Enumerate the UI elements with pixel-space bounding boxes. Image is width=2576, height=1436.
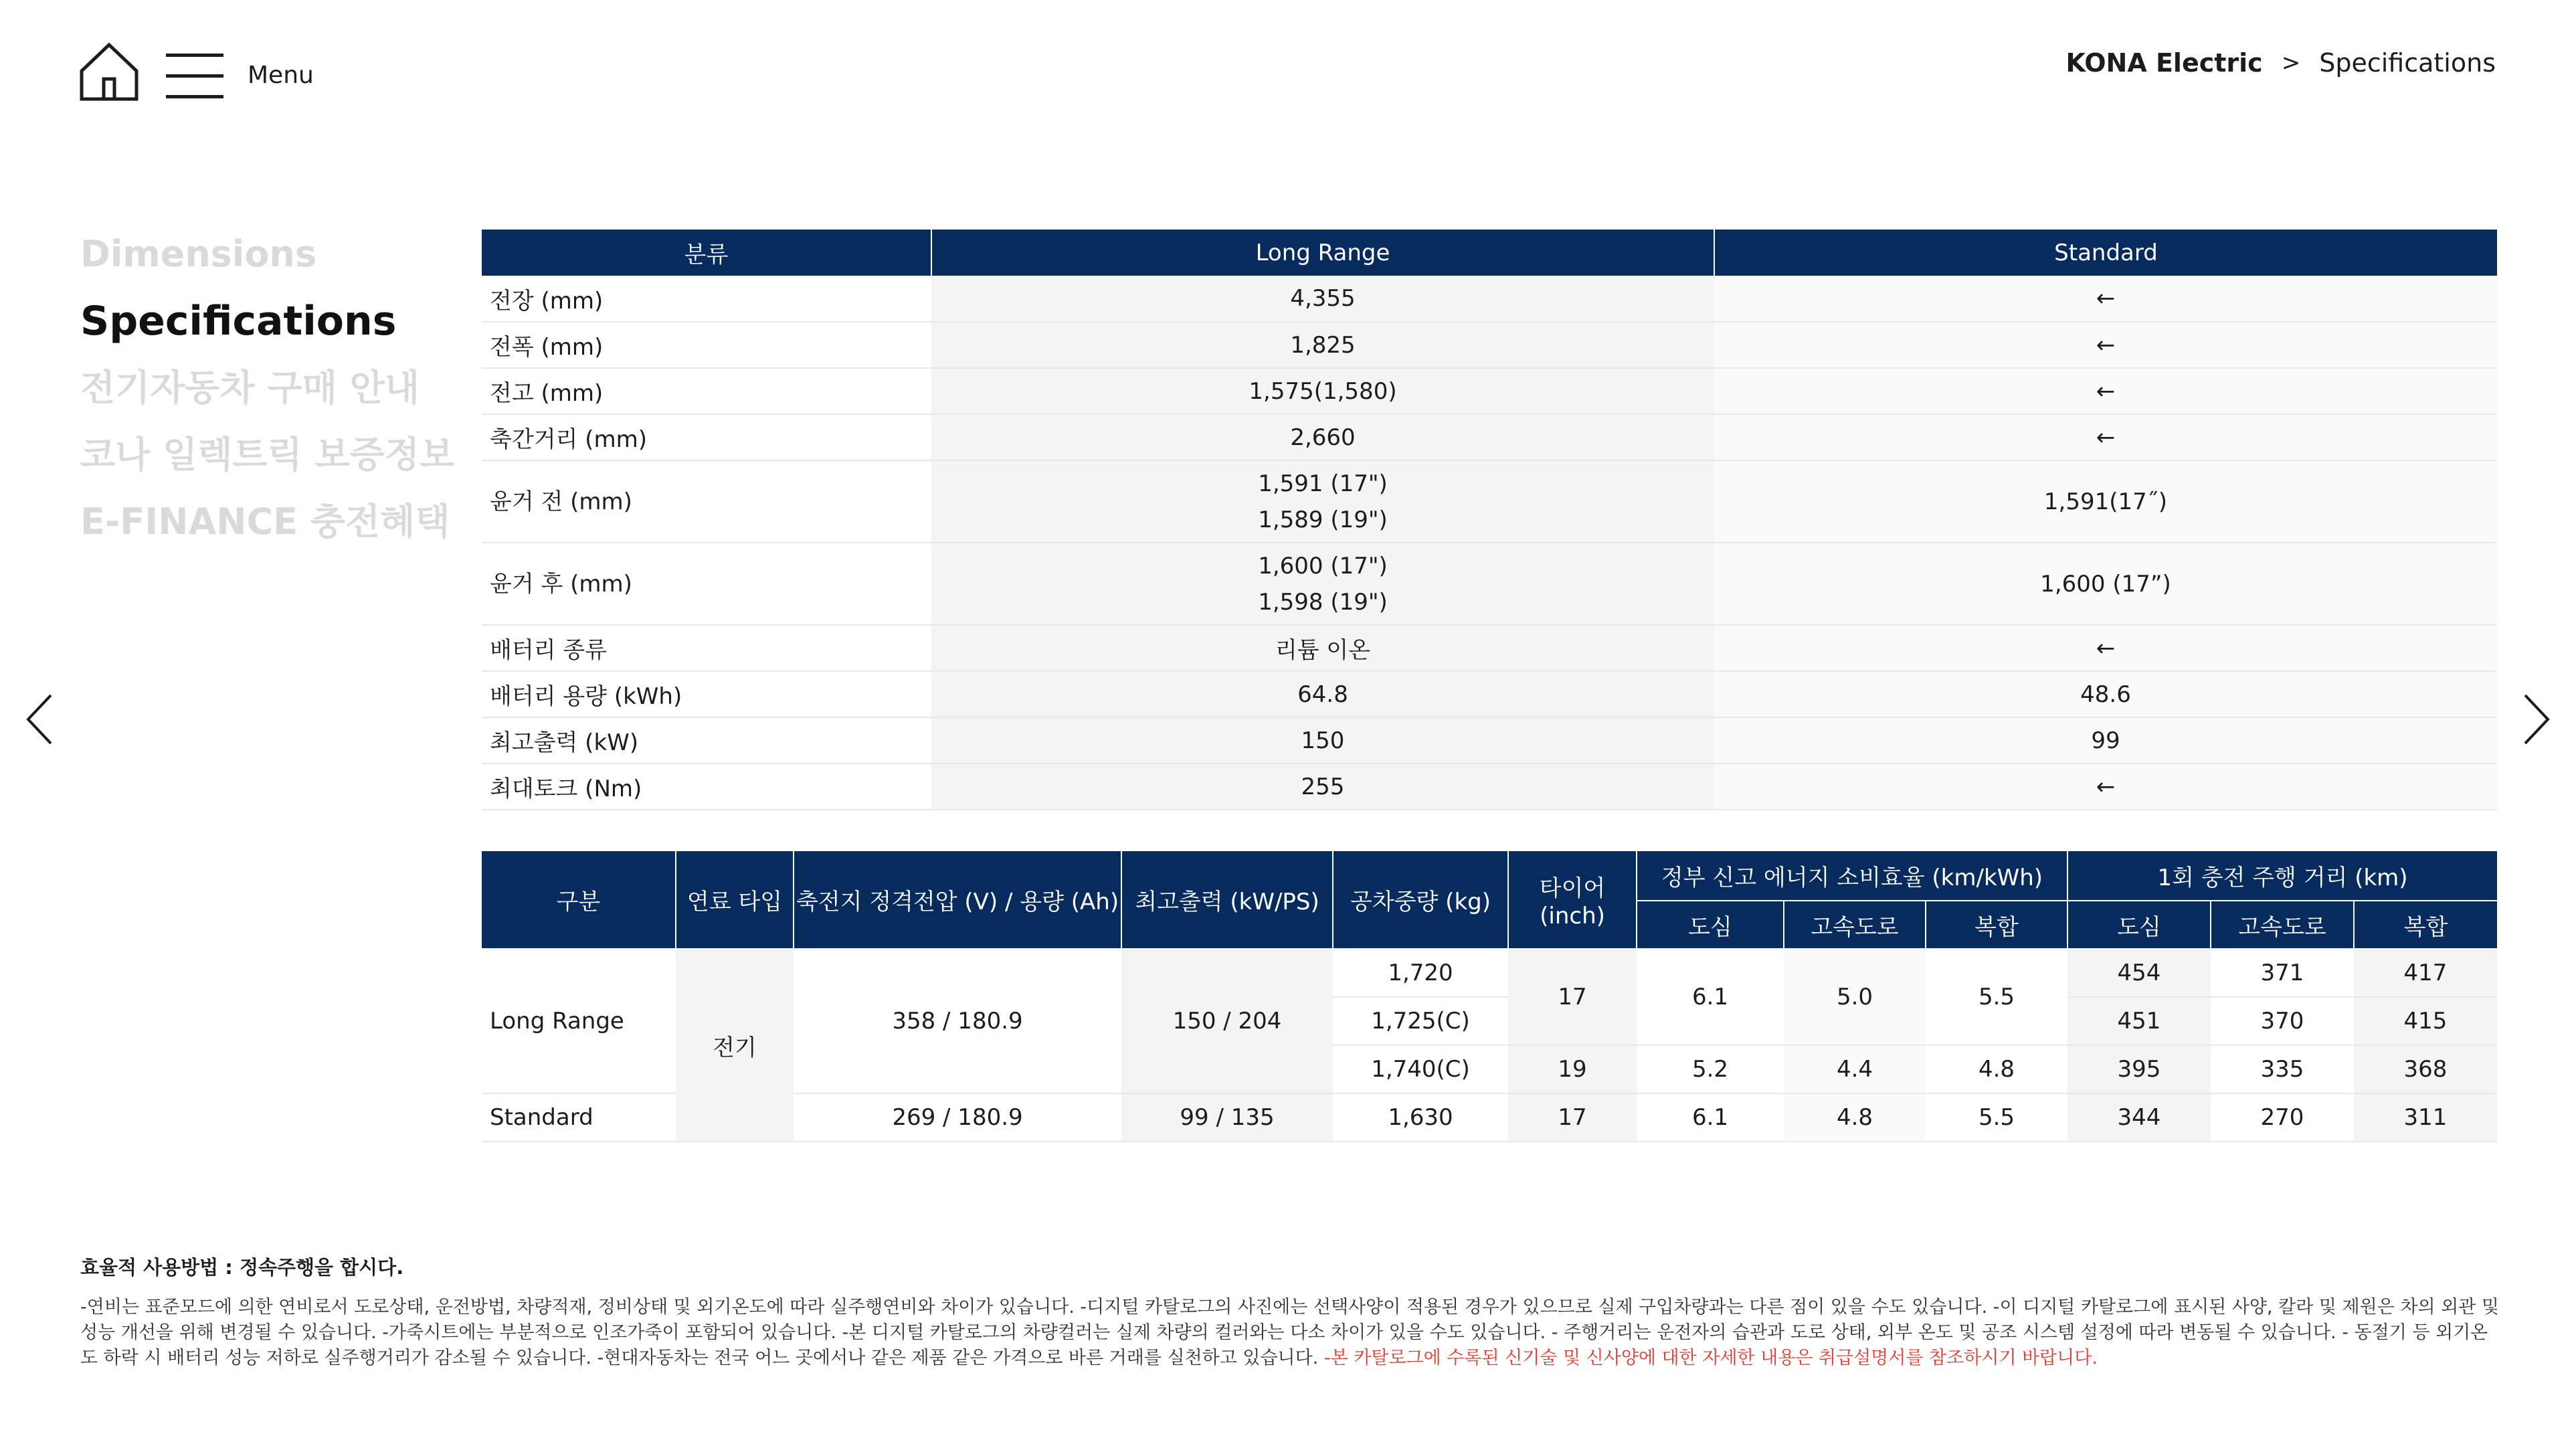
breadcrumb-model[interactable]: KONA Electric [2065,48,2263,78]
table-row [482,717,2497,764]
eff-highway-value: 5.0 [1784,949,1926,1045]
column-header-eff-highway: 고속도로 [1784,901,1926,949]
column-header-battery: 축전지 정격전압 (V) / 용량 (Ah) [794,851,1121,949]
standard-value: ← [1714,322,2497,368]
weight-value: 1,630 [1333,1093,1508,1142]
tire-value: 17 [1508,1093,1637,1142]
column-header-curb-weight: 공차중량 (kg) [1333,851,1508,949]
menu-icon-bar [166,74,223,78]
long-range-value: 1,825 [931,322,1714,368]
range-combined-value: 311 [2354,1093,2497,1142]
standard-value: 1,600 (17”) [1714,543,2497,625]
eff-city-value: 6.1 [1637,949,1784,1045]
eff-combined-value: 5.5 [1926,949,2067,1045]
row-label: 최고출력 (kW) [482,717,931,764]
side-nav [80,221,455,555]
long-range-value [931,543,1714,625]
table-row [482,949,2497,997]
long-range-value: 64.8 [931,671,1714,717]
column-header-range-city: 도심 [2067,901,2211,949]
breadcrumb-current: Specifications [2319,48,2496,78]
table-row [482,276,2497,322]
long-range-value [931,460,1714,543]
footnote-text: -연비는 표준모드에 의한 연비로서 도로상태, 운전방법, 차량적재, 정비상태 및 외기온도에 따라 실주행연비와 차이가 있습니다. -디지털 카탈로그의 사진에는 선택사양이 적용된 경우가 있으므로 실제 구입차량과는 다른 점이 있을 수도 있습니다. -이 디지털 카탈로그에 표시된 사양, 칼라 및 제원은 차의 외관 및 성능 개선을 위해 변경될 수 있습니다. -가죽시트에는 부분적으로 인조가죽이 포함되어 있습니다. -본 디지털 카탈로그의 차량컬러는 실제 차량의 컬러와는 다소 차이가 있을 수도 있습니다. - 주행거리는 운전자의 습관과 도로 상태, 외부 온도 및 공조 시스템 설정에 따라 변동될 수 있습니다. - 동절기 등 외기온도 하락 시 배터리 성능 저하로 실주행거리가 감소될 수 있습니다. -현대자동차는 전국 어느 곳에서나 같은 제품 같은 가격으로 바른 거래를 실천하고 있습니다. [80,1297,2499,1368]
standard-value: ← [1714,414,2497,460]
menu-icon-bar [166,95,223,98]
row-label: 배터리 용량 (kWh) [482,671,931,717]
footnote-warning: -본 카탈로그에 수록된 신기술 및 신사양에 대한 자세한 내용은 취급설명서를 참조하시기 바랍니다. [1323,1348,2098,1368]
column-header-range-highway: 고속도로 [2211,901,2354,949]
range-combined-value: 368 [2354,1045,2497,1093]
home-button[interactable] [79,41,139,102]
long-range-value: 150 [931,717,1714,764]
column-header-standard: Standard [1714,230,2497,276]
table-row [482,368,2497,414]
home-icon [79,41,139,102]
weight-value: 1,720 [1333,949,1508,997]
row-label: 전폭 (mm) [482,322,931,368]
long-range-value: 2,660 [931,414,1714,460]
long-range-value: 4,355 [931,276,1714,322]
nav-item-specifications[interactable]: Specifications [80,298,397,345]
row-label: 최대토크 (Nm) [482,764,931,810]
column-header-category: 분류 [482,230,931,276]
tire-value: 17 [1508,949,1637,1045]
range-city-value: 451 [2067,997,2211,1045]
eff-combined-value: 5.5 [1926,1093,2067,1142]
next-page-button[interactable] [2520,693,2553,746]
row-label: 축간거리 (mm) [482,414,931,460]
weight-value: 1,725(C) [1333,997,1508,1045]
long-range-value-17: 1,591 (17") [1258,470,1388,497]
column-header-range-combined: 복합 [2354,901,2497,949]
chevron-left-icon [23,693,56,746]
table-row [482,625,2497,671]
column-header-range: 1회 충전 주행 거리 (km) [2067,851,2497,901]
footnote-body [80,1295,2502,1371]
menu-icon-bar [166,54,223,57]
eff-highway-value: 4.4 [1784,1045,1926,1093]
range-highway-value: 371 [2211,949,2354,997]
table-row [482,322,2497,368]
nav-item-dimensions[interactable]: Dimensions [80,233,317,275]
nav-item-ev-purchase-guide[interactable]: 전기자동차 구매 안내 [80,367,420,409]
power-value: 99 / 135 [1121,1093,1333,1142]
eff-city-value: 6.1 [1637,1093,1784,1142]
column-header-tire-line1: 타이어 [1539,875,1606,902]
column-header-tire [1508,851,1637,949]
range-city-value: 344 [2067,1093,2211,1142]
range-highway-value: 270 [2211,1093,2354,1142]
table-row [482,414,2497,460]
long-range-value-19: 1,589 (19") [1258,506,1388,533]
nav-item-warranty[interactable]: 코나 일렉트릭 보증정보 [80,434,455,476]
efficiency-table-header [482,851,2497,901]
column-header-eff-combined: 복합 [1926,901,2067,949]
row-label: 전고 (mm) [482,368,931,414]
column-header-max-power: 최고출력 (kW/PS) [1121,851,1333,949]
long-range-value-17: 1,600 (17") [1258,552,1388,579]
table-row [482,671,2497,717]
column-header-efficiency: 정부 신고 에너지 소비효율 (km/kWh) [1637,851,2067,901]
power-value: 150 / 204 [1121,949,1333,1093]
range-combined-value: 415 [2354,997,2497,1045]
battery-value: 269 / 180.9 [794,1093,1121,1142]
previous-page-button[interactable] [23,693,56,746]
breadcrumb [2065,48,2496,78]
fuel-type-value: 전기 [676,949,794,1142]
standard-value: 1,591(17˝) [1714,460,2497,543]
long-range-value-19: 1,598 (19") [1258,588,1388,616]
spec-table [482,230,2497,810]
footnote-title: 효율적 사용방법 : 정속주행을 합시다. [80,1256,404,1279]
long-range-value: 리튬 이온 [931,625,1714,671]
column-header-long-range: Long Range [931,230,1714,276]
battery-value: 358 / 180.9 [794,949,1121,1093]
range-city-value: 454 [2067,949,2211,997]
chevron-right-icon [2520,693,2553,746]
standard-value: 48.6 [1714,671,2497,717]
row-label: 배터리 종류 [482,625,931,671]
column-header-tire-line2: (inch) [1540,903,1605,929]
row-label-long-range: Long Range [482,949,676,1093]
eff-highway-value: 4.8 [1784,1093,1926,1142]
standard-value: ← [1714,276,2497,322]
footnote [80,1253,2502,1371]
range-combined-value: 417 [2354,949,2497,997]
row-label: 전장 (mm) [482,276,931,322]
row-label: 윤거 전 (mm) [482,460,931,543]
efficiency-table [482,851,2497,1142]
nav-item-e-finance[interactable]: E-FINANCE 충전혜택 [80,501,450,543]
eff-combined-value: 4.8 [1926,1045,2067,1093]
column-header-eff-city: 도심 [1637,901,1784,949]
range-highway-value: 370 [2211,997,2354,1045]
standard-value: ← [1714,764,2497,810]
row-label: 윤거 후 (mm) [482,543,931,625]
range-highway-value: 335 [2211,1045,2354,1093]
column-header-category: 구분 [482,851,676,949]
column-header-fuel-type: 연료 타입 [676,851,794,949]
row-label-standard: Standard [482,1093,676,1142]
weight-value: 1,740(C) [1333,1045,1508,1093]
spec-table-header [482,230,2497,276]
breadcrumb-separator: > [2281,50,2301,76]
long-range-value: 255 [931,764,1714,810]
long-range-value: 1,575(1,580) [931,368,1714,414]
menu-label[interactable]: Menu [248,62,314,89]
table-row [482,460,2497,543]
tire-value: 19 [1508,1045,1637,1093]
range-city-value: 395 [2067,1045,2211,1093]
standard-value: 99 [1714,717,2497,764]
eff-city-value: 5.2 [1637,1045,1784,1093]
standard-value: ← [1714,368,2497,414]
standard-value: ← [1714,625,2497,671]
table-row [482,764,2497,810]
table-row [482,543,2497,625]
menu-button[interactable] [166,54,223,100]
